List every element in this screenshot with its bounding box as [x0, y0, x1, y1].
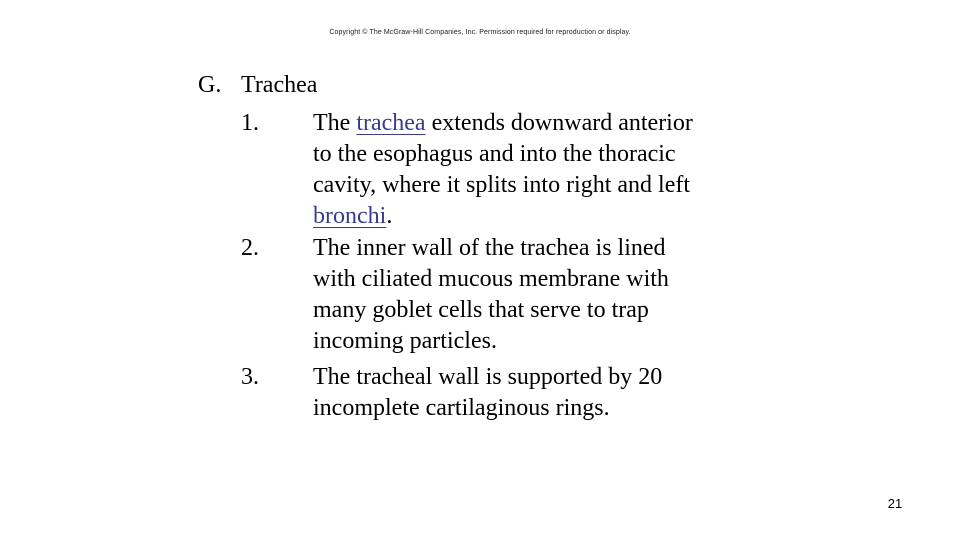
- bronchi-link[interactable]: bronchi: [313, 203, 387, 229]
- item-number: 2.: [241, 235, 259, 261]
- item-line: The trachea extends downward anterior: [313, 110, 693, 136]
- trachea-link[interactable]: trachea: [356, 110, 426, 136]
- item-line: incomplete cartilaginous rings.: [313, 395, 610, 421]
- item-text: [313, 108, 773, 232]
- copyright-notice: Copyright © The McGraw-Hill Companies, Inc. Permission required for reproduction or display.: [329, 29, 631, 36]
- item-line: bronchi.: [313, 203, 393, 229]
- section-heading: [198, 70, 317, 101]
- item-number: 3.: [241, 364, 259, 390]
- item-line: cavity, where it splits into right and left: [313, 172, 691, 198]
- item-line: with ciliated mucous membrane with: [313, 266, 669, 292]
- item-text: [313, 233, 773, 357]
- item-line: incoming particles.: [313, 328, 497, 354]
- page-number: 21: [887, 496, 903, 511]
- item-line: The inner wall of the trachea is lined: [313, 235, 666, 261]
- item-line: to the esophagus and into the thoracic: [313, 141, 676, 167]
- item-line: The tracheal wall is supported by 20: [313, 364, 663, 390]
- item-text: [313, 362, 773, 424]
- item-number: 1.: [241, 110, 259, 136]
- item-line: many goblet cells that serve to trap: [313, 297, 649, 323]
- section-title: Trachea: [241, 72, 318, 98]
- section-letter: G.: [198, 72, 222, 98]
